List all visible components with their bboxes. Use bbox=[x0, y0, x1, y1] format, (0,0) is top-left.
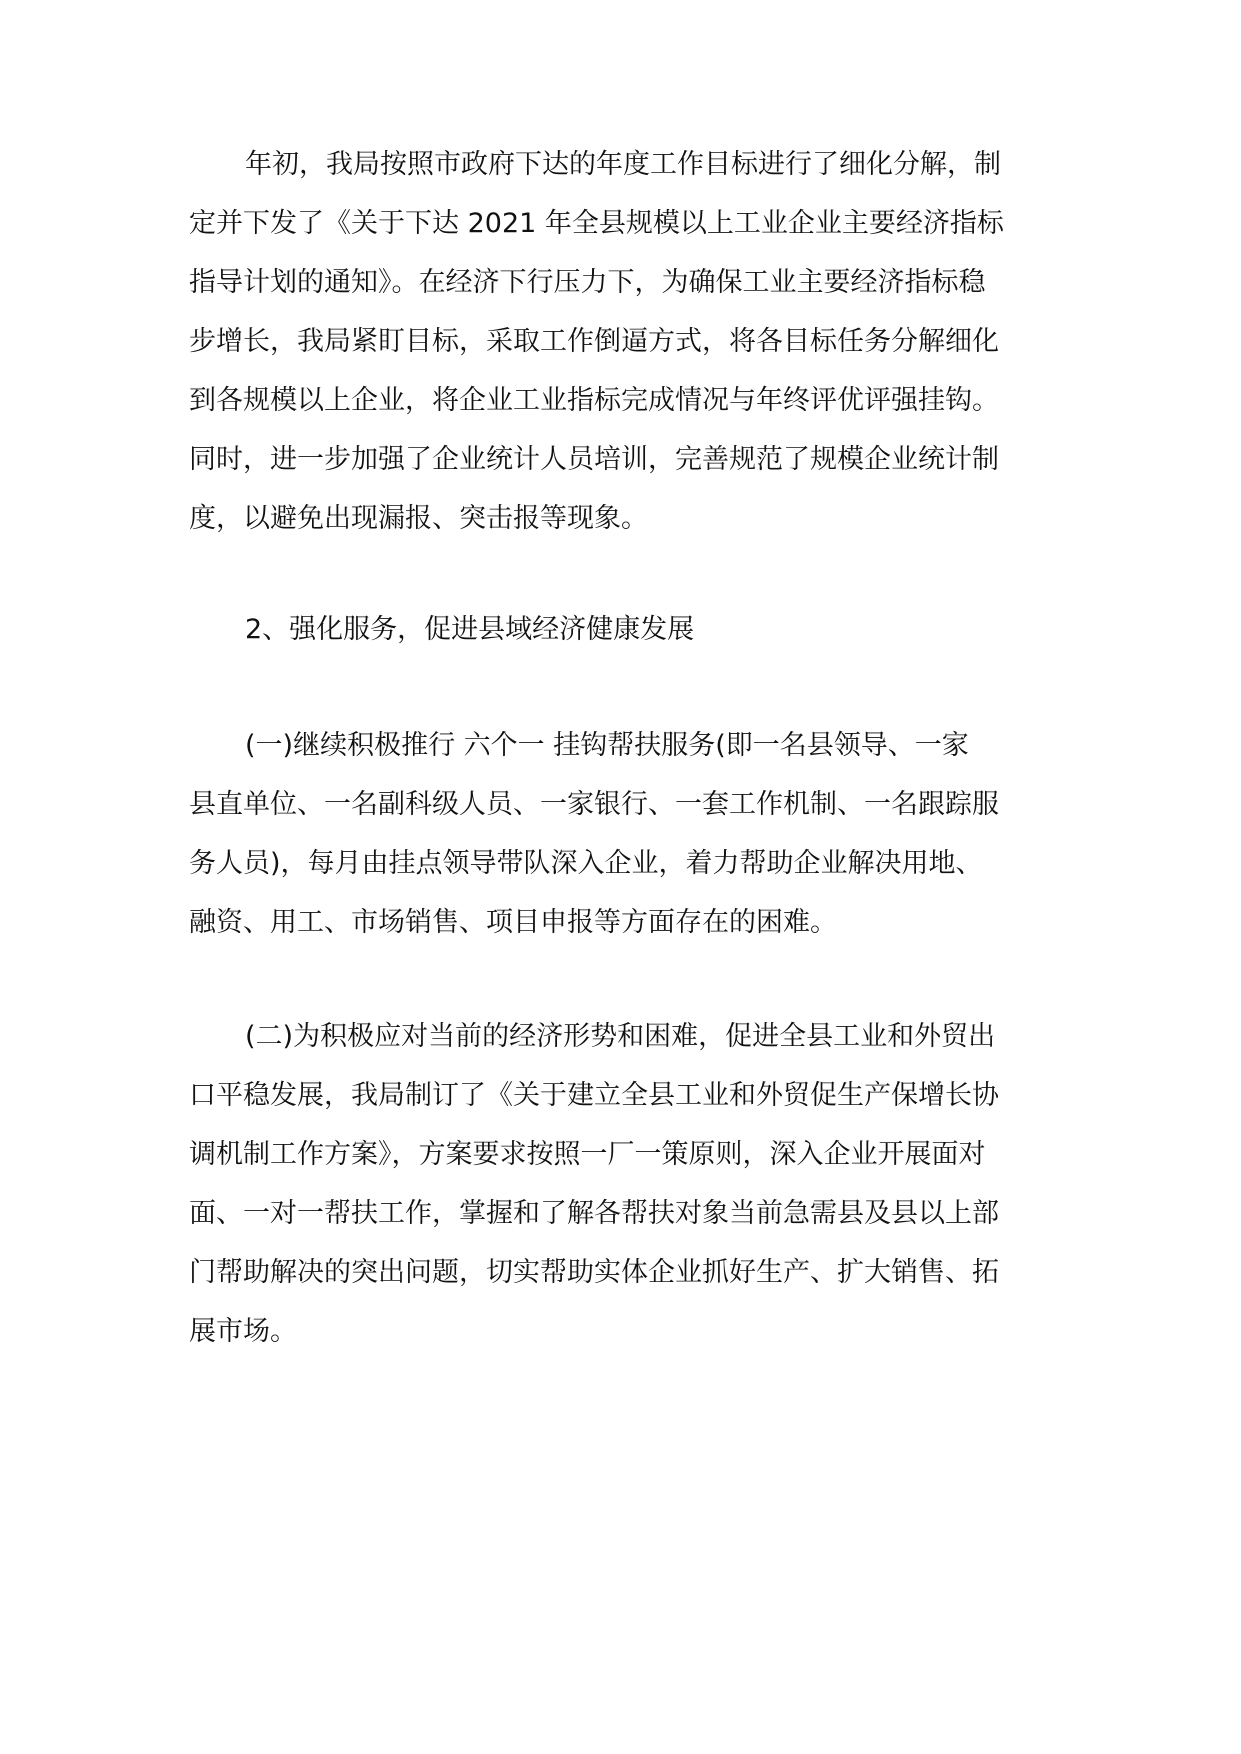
text-line: 指导计划的通知》。在经济下行压力下，为确保工业主要经济指标稳 bbox=[189, 267, 986, 298]
text-line: 同时，进一步加强了企业统计人员培训，完善规范了规模企业统计制 bbox=[189, 444, 999, 475]
text-line: 门帮助解决的突出问题，切实帮助实体企业抓好生产、扩大销售、拓 bbox=[189, 1257, 999, 1288]
text-line: 步增长，我局紧盯目标，采取工作倒逼方式，将各目标任务分解细化 bbox=[189, 326, 999, 357]
text-line: 定并下发了《关于下达 2021 年全县规模以上工业企业主要经济指标 bbox=[189, 208, 1004, 239]
heading-line: 2、强化服务，促进县域经济健康发展 bbox=[245, 614, 695, 645]
text-line: 融资、用工、市场销售、项目申报等方面存在的困难。 bbox=[189, 907, 837, 938]
text-line: (二)为积极应对当前的经济形势和困难，促进全县工业和外贸出 bbox=[245, 1021, 996, 1052]
text-line: 务人员)，每月由挂点领导带队深入企业，着力帮助企业解决用地、 bbox=[189, 848, 983, 879]
text-line: 年初，我局按照市政府下达的年度工作目标进行了细化分解，制 bbox=[245, 149, 1001, 180]
text-line: 展市场。 bbox=[189, 1316, 297, 1347]
text-line: 调机制工作方案》，方案要求按照一厂一策原则，深入企业开展面对 bbox=[189, 1139, 986, 1170]
text-line: 度，以避免出现漏报、突击报等现象。 bbox=[189, 503, 648, 534]
text-line: 县直单位、一名副科级人员、一家银行、一套工作机制、一名跟踪服 bbox=[189, 789, 999, 820]
text-line: 面、一对一帮扶工作，掌握和了解各帮扶对象当前急需县及县以上部 bbox=[189, 1198, 999, 1229]
text-line: (一)继续积极推行 六个一 挂钩帮扶服务(即一名县领导、一家 bbox=[245, 730, 969, 761]
text-line: 到各规模以上企业，将企业工业指标完成情况与年终评优评强挂钩。 bbox=[189, 385, 999, 416]
text-line: 口平稳发展，我局制订了《关于建立全县工业和外贸促生产保增长协 bbox=[189, 1080, 999, 1111]
